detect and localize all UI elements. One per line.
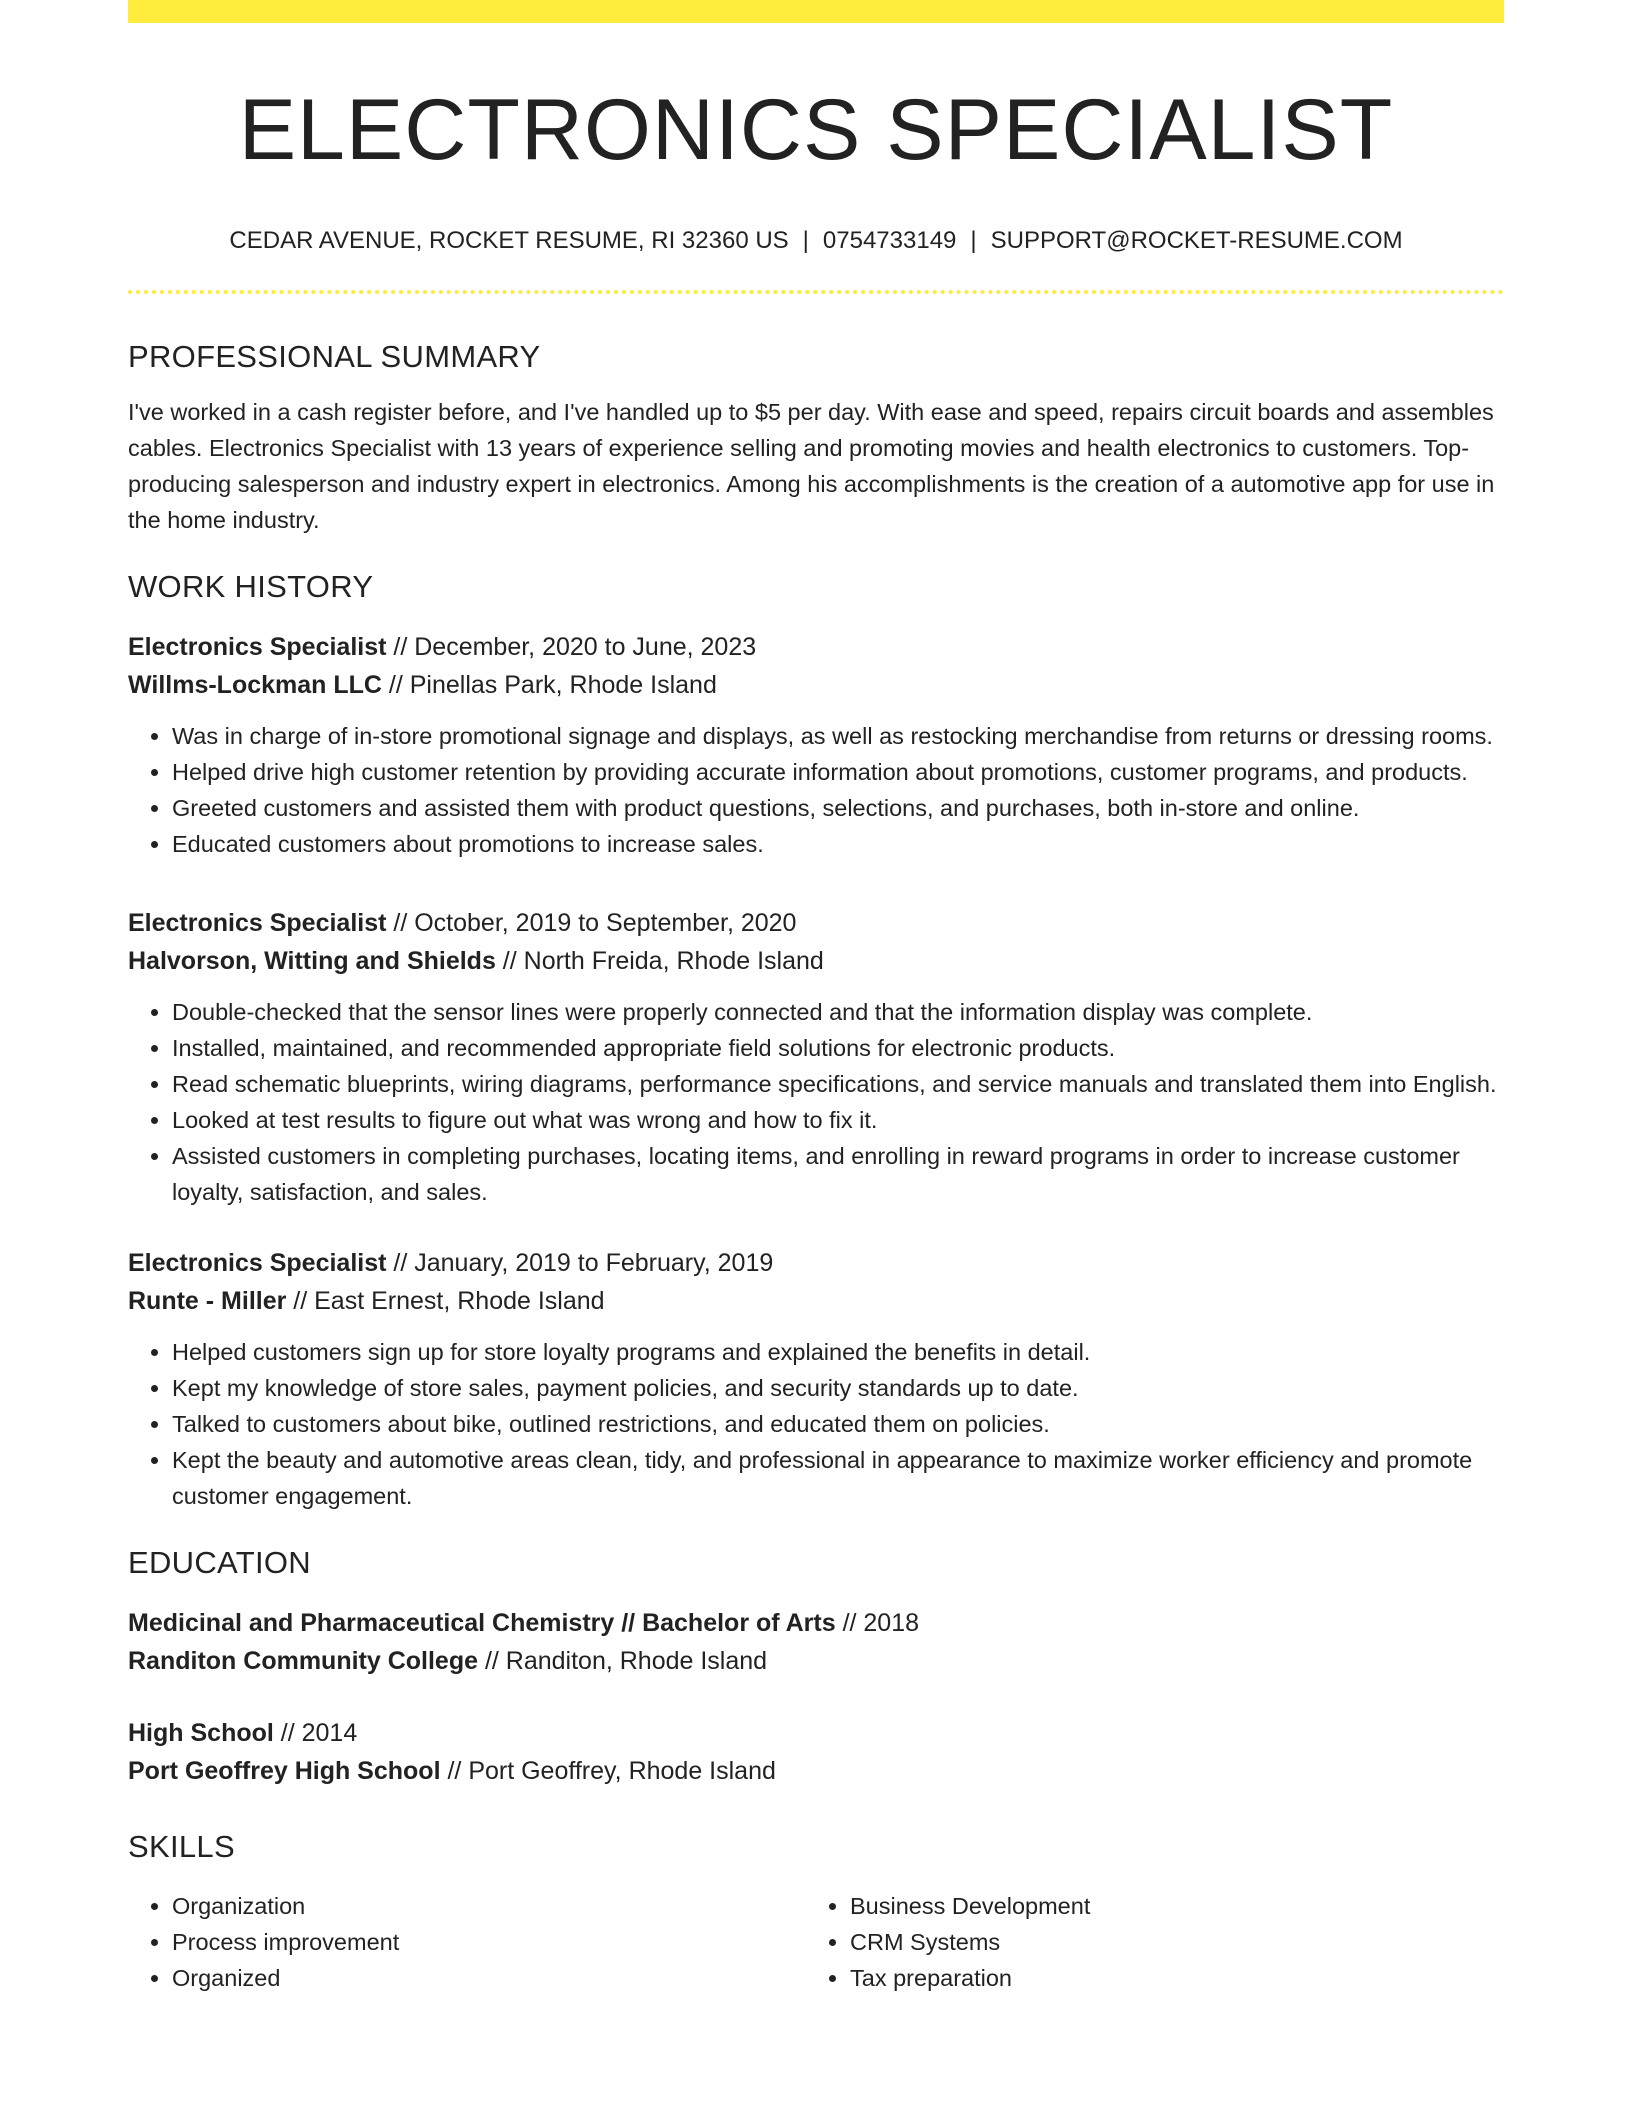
job-bullets [128, 994, 1504, 1210]
job-bullet: • Helped drive high customer retention by providing accurate information about promotions, customer programs, and products. [172, 754, 1504, 790]
education-school-line [128, 1642, 1504, 1680]
job-company-line [128, 666, 1504, 704]
job-location: // East Ernest, Rhode Island [286, 1287, 605, 1315]
job-bullet: • Kept the beauty and automotive areas clean, tidy, and professional in appearance to maximize worker efficiency and promote customer engagement. [172, 1442, 1504, 1514]
skill-item: • Organization [172, 1888, 806, 1924]
job-bullets [128, 1334, 1504, 1514]
job-bullet: • Educated customers about promotions to increase sales. [172, 826, 1504, 862]
job-entry [128, 628, 1504, 862]
job-dates: // December, 2020 to June, 2023 [386, 633, 757, 661]
skill-item: • Organized [172, 1960, 806, 1996]
education-location: // Port Geoffrey, Rhode Island [440, 1757, 776, 1785]
job-title-line [128, 628, 1504, 666]
job-title-line [128, 1244, 1504, 1282]
resume-content [128, 0, 1504, 1996]
job-entry [128, 1244, 1504, 1514]
education-school-line [128, 1752, 1504, 1790]
summary-text: I've worked in a cash register before, and I've handled up to $5 per day. With ease and speed, repairs circuit boards and assembles cables. Electronics Specialist with 13 years of experience selling and promoting movies and health electronics to customers. Top-producing salesperson and industry expert in electronics. Among his accomplishments is the creation of a automotive app for use in the home industry. [128, 399, 1495, 533]
contact-separator: | [802, 227, 809, 254]
job-bullet: • Assisted customers in completing purchases, locating items, and enrolling in reward programs in order to increase customer loyalty, satisfaction, and sales. [172, 1138, 1504, 1210]
job-bullet: • Talked to customers about bike, outlined restrictions, and educated them on policies. [172, 1406, 1504, 1442]
job-bullet: • Greeted customers and assisted them with product questions, selections, and purchases, both in-store and online. [172, 790, 1504, 826]
job-bullet: • Helped customers sign up for store loyalty programs and explained the benefits in detail. [172, 1334, 1504, 1370]
dotted-divider [128, 290, 1504, 294]
education-entry [128, 1604, 1504, 1680]
education-heading: EDUCATION [128, 1545, 311, 1580]
skill-item: • Tax preparation [850, 1960, 1484, 1996]
job-title: Electronics Specialist [128, 909, 387, 937]
job-bullet: • Read schematic blueprints, wiring diagrams, performance specifications, and service manuals and translated them into English. [172, 1066, 1504, 1102]
education-year: // 2018 [835, 1609, 920, 1637]
job-bullets [128, 718, 1504, 862]
education-entry [128, 1714, 1504, 1790]
job-company-line [128, 1282, 1504, 1320]
job-location: // North Freida, Rhode Island [495, 947, 824, 975]
job-company: Willms-Lockman LLC [128, 671, 382, 699]
skill-item: • Business Development [850, 1888, 1484, 1924]
job-title-line [128, 904, 1504, 942]
job-bullet: • Installed, maintained, and recommended appropriate field solutions for electronic products. [172, 1030, 1504, 1066]
skills-list-left [128, 1888, 806, 1996]
contact-email: SUPPORT@ROCKET-RESUME.COM [990, 227, 1403, 254]
job-entry [128, 904, 1504, 1210]
summary-heading: PROFESSIONAL SUMMARY [128, 339, 541, 374]
education-location: // Randiton, Rhode Island [478, 1647, 768, 1675]
education-degree-line [128, 1604, 1504, 1642]
work-history-heading: WORK HISTORY [128, 569, 374, 604]
skill-item: • CRM Systems [850, 1924, 1484, 1960]
education-degree-line [128, 1714, 1504, 1752]
job-dates: // January, 2019 to February, 2019 [386, 1249, 774, 1277]
education-year: // 2014 [273, 1719, 358, 1747]
contact-line [128, 226, 1504, 256]
job-dates: // October, 2019 to September, 2020 [386, 909, 797, 937]
contact-separator: | [970, 227, 977, 254]
job-title: Electronics Specialist [128, 633, 387, 661]
skills-columns [128, 1888, 1504, 1996]
education-degree: Medicinal and Pharmaceutical Chemistry // Bachelor of Arts [128, 1609, 836, 1637]
job-bullet: • Looked at test results to figure out what was wrong and how to fix it. [172, 1102, 1504, 1138]
job-company-line [128, 942, 1504, 980]
skills-heading: SKILLS [128, 1829, 235, 1864]
job-location: // Pinellas Park, Rhode Island [381, 671, 717, 699]
job-bullet: • Kept my knowledge of store sales, payment policies, and security standards up to date. [172, 1370, 1504, 1406]
job-company: Runte - Miller [128, 1287, 287, 1315]
education-degree: High School [128, 1719, 274, 1747]
job-bullet: • Was in charge of in-store promotional signage and displays, as well as restocking merchandise from returns or dressing rooms. [172, 718, 1504, 754]
skill-item: • Process improvement [172, 1924, 806, 1960]
education-school: Port Geoffrey High School [128, 1757, 441, 1785]
contact-phone: 0754733149 [822, 227, 957, 254]
education-school: Randiton Community College [128, 1647, 478, 1675]
job-company: Halvorson, Witting and Shields [128, 947, 496, 975]
candidate-name: ELECTRONICS SPECIALIST [238, 82, 1394, 178]
contact-address: CEDAR AVENUE, ROCKET RESUME, RI 32360 US [229, 227, 789, 254]
job-bullet: • Double-checked that the sensor lines were properly connected and that the information display was complete. [172, 994, 1504, 1030]
skills-list-right [806, 1888, 1484, 1996]
job-title: Electronics Specialist [128, 1249, 387, 1277]
